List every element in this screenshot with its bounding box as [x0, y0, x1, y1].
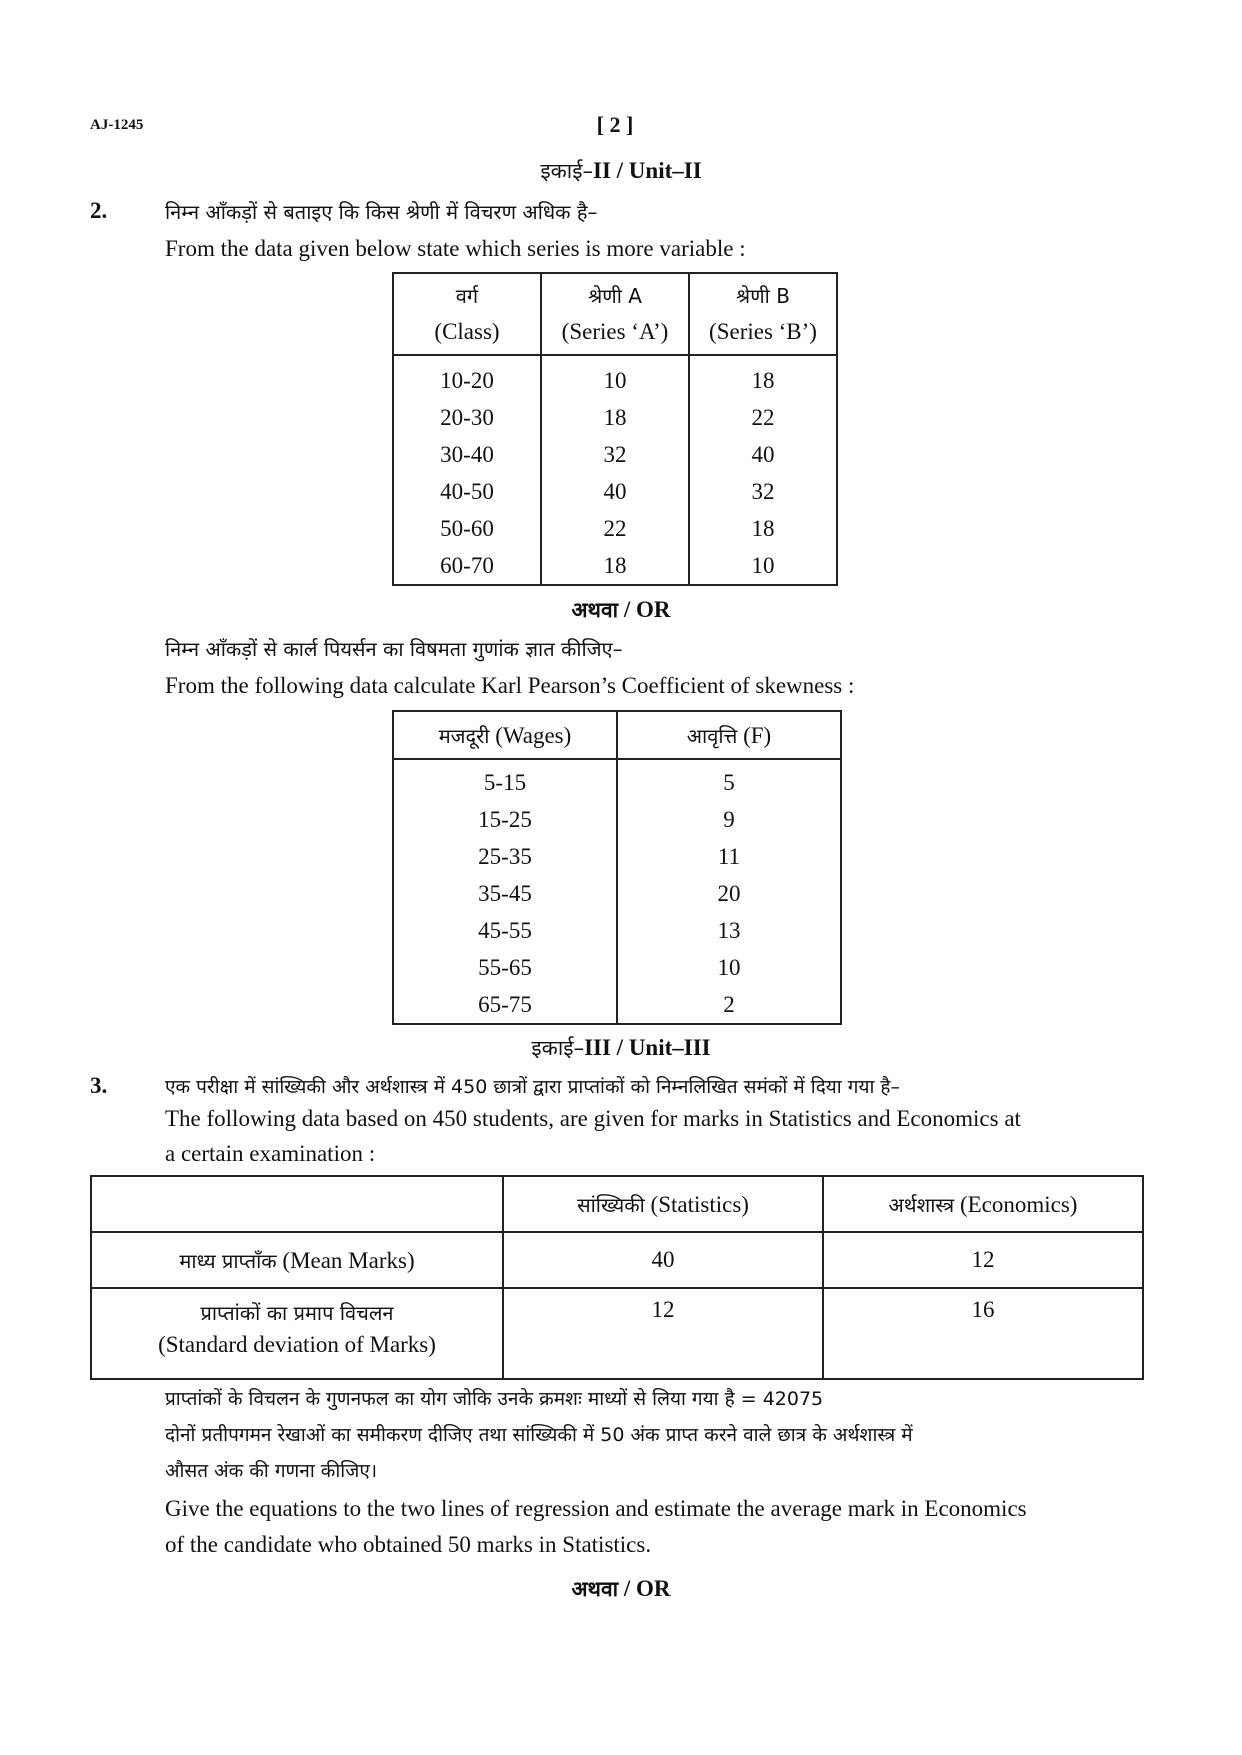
header-series-b: [689, 273, 837, 355]
cell: 10: [617, 949, 841, 986]
unit-2-heading: [0, 157, 1242, 185]
cell: 50-60: [393, 510, 541, 547]
cell: 45-55: [393, 912, 617, 949]
paper-code: AJ-1245: [90, 117, 144, 133]
cell: 13: [617, 912, 841, 949]
cell: 35-45: [393, 875, 617, 912]
header-english: (Statistics): [644, 1191, 749, 1217]
cell: 10-20: [393, 355, 541, 399]
header-english: (Series ‘A’): [561, 319, 669, 344]
row-label-std-dev: [91, 1288, 503, 1379]
or-hindi: अथवा: [571, 1577, 619, 1601]
cell: 32: [689, 473, 837, 510]
header-hindi: श्रेणी A: [588, 284, 642, 308]
table-row: [393, 875, 841, 912]
table-row: [393, 473, 837, 510]
cell: 65-75: [393, 986, 617, 1024]
cell: 12: [823, 1232, 1143, 1288]
question-2-alt-english: From the following data calculate Karl Pearson’s Coefficient of skewness :: [165, 673, 855, 698]
unit-3-heading: [0, 1034, 1242, 1062]
question-3-hindi-2: प्राप्तांकों के विचलन के गुणनफल का योग जोकि उनके क्रमशः माध्यों से लिया गया है = 42075: [165, 1388, 824, 1410]
question-3-english-1: The following data based on 450 students, are given for marks in Statistics and Economics at: [165, 1106, 1021, 1131]
header-statistics: [503, 1176, 823, 1232]
row-label-hindi: माध्य प्राप्ताँक: [179, 1248, 277, 1273]
cell: 40: [541, 473, 689, 510]
cell: 30-40: [393, 436, 541, 473]
table-row: [393, 949, 841, 986]
question-2-alt-hindi: निम्न आँकड़ों से कार्ल पियर्सन का विषमता गुणांक ज्ञात कीजिए–: [165, 637, 623, 661]
cell: 20-30: [393, 399, 541, 436]
question-3-hindi-3: दोनों प्रतीपगमन रेखाओं का समीकरण दीजिए तथा सांख्यिकी में 50 अंक प्राप्त करने वाले छात्र के अर्थशास्त्र में: [165, 1424, 913, 1446]
table-row: [393, 547, 837, 585]
header-frequency: [617, 711, 841, 759]
cell: 22: [689, 399, 837, 436]
or-divider-1: [0, 596, 1242, 624]
cell: 5: [617, 759, 841, 801]
question-3-hindi: एक परीक्षा में सांख्यिकी और अर्थशास्त्र में 450 छात्रों द्वारा प्राप्तांकों को निम्नलिखित समंकों में दिया गया है–: [165, 1076, 901, 1098]
table-header-row: [393, 711, 841, 759]
cell: 18: [541, 399, 689, 436]
cell: 10: [541, 355, 689, 399]
header-english: (Class): [434, 319, 500, 344]
table-header-row: [393, 273, 837, 355]
or-hindi: अथवा: [571, 598, 619, 622]
row-label-hindi: प्राप्तांकों का प्रमाप विचलन: [200, 1301, 394, 1325]
question-2-english: From the data given below state which series is more variable :: [165, 236, 746, 261]
or-divider-2: [0, 1575, 1242, 1603]
question-3-english-3: Give the equations to the two lines of regression and estimate the average mark in Economics: [165, 1496, 1027, 1521]
table-row: [393, 355, 837, 399]
question-2-number: 2.: [90, 198, 108, 223]
cell: 2: [617, 986, 841, 1024]
header-hindi: सांख्यिकी: [577, 1192, 645, 1217]
question-3-number: 3.: [90, 1073, 108, 1098]
table-row: [393, 986, 841, 1024]
header-class: [393, 273, 541, 355]
header-english: (Wages): [489, 722, 572, 748]
header-english: (Series ‘B’): [709, 319, 817, 344]
cell: 32: [541, 436, 689, 473]
unit-2-hindi: इकाई–: [540, 159, 594, 183]
header-blank: [91, 1176, 503, 1232]
cell: 5-15: [393, 759, 617, 801]
table-row: [393, 399, 837, 436]
cell: 25-35: [393, 838, 617, 875]
unit-2-english: II / Unit–II: [593, 158, 702, 183]
table-row: [393, 436, 837, 473]
or-english: / OR: [618, 597, 671, 622]
header-series-a: [541, 273, 689, 355]
cell: 22: [541, 510, 689, 547]
cell: 60-70: [393, 547, 541, 585]
series-variability-table: [392, 272, 838, 586]
cell: 55-65: [393, 949, 617, 986]
question-3-english-2: a certain examination :: [165, 1141, 376, 1166]
cell: 9: [617, 801, 841, 838]
table-row: [393, 759, 841, 801]
cell: 40: [689, 436, 837, 473]
row-label-english: (Mean Marks): [276, 1247, 415, 1273]
cell: 18: [689, 510, 837, 547]
or-english: / OR: [618, 1576, 671, 1601]
header-hindi: वर्ग: [455, 284, 479, 308]
cell: 40: [503, 1232, 823, 1288]
table-row: [393, 510, 837, 547]
cell: 20: [617, 875, 841, 912]
header-hindi: अर्थशास्त्र: [888, 1192, 955, 1217]
header-hindi: मजदूरी: [438, 723, 490, 748]
unit-3-english: III / Unit–III: [584, 1035, 711, 1060]
cell: 11: [617, 838, 841, 875]
row-label-mean: [91, 1232, 503, 1288]
table-row: [393, 801, 841, 838]
row-label-english: (Standard deviation of Marks): [158, 1332, 436, 1357]
table-row: [393, 912, 841, 949]
header-english: (F): [737, 722, 772, 748]
wages-frequency-table: [392, 710, 842, 1025]
table-row: [393, 838, 841, 875]
table-header-row: [91, 1176, 1143, 1232]
page-number: [ 2 ]: [596, 112, 634, 137]
table-row: [91, 1288, 1143, 1379]
cell: 12: [503, 1288, 823, 1379]
unit-3-hindi: इकाई–: [531, 1036, 585, 1060]
question-3-hindi-4: औसत अंक की गणना कीजिए।: [165, 1460, 378, 1482]
marks-summary-table: [90, 1175, 1144, 1380]
header-english: (Economics): [954, 1191, 1078, 1217]
cell: 18: [541, 547, 689, 585]
header-wages: [393, 711, 617, 759]
table-row: [91, 1232, 1143, 1288]
cell: 15-25: [393, 801, 617, 838]
header-hindi: आवृत्ति: [686, 723, 738, 748]
cell: 18: [689, 355, 837, 399]
cell: 16: [823, 1288, 1143, 1379]
cell: 40-50: [393, 473, 541, 510]
cell: 10: [689, 547, 837, 585]
header-economics: [823, 1176, 1143, 1232]
question-3-english-4: of the candidate who obtained 50 marks in Statistics.: [165, 1532, 652, 1557]
header-hindi: श्रेणी B: [736, 284, 790, 308]
question-2-hindi: निम्न आँकड़ों से बताइए कि किस श्रेणी में विचरण अधिक है–: [165, 200, 598, 224]
